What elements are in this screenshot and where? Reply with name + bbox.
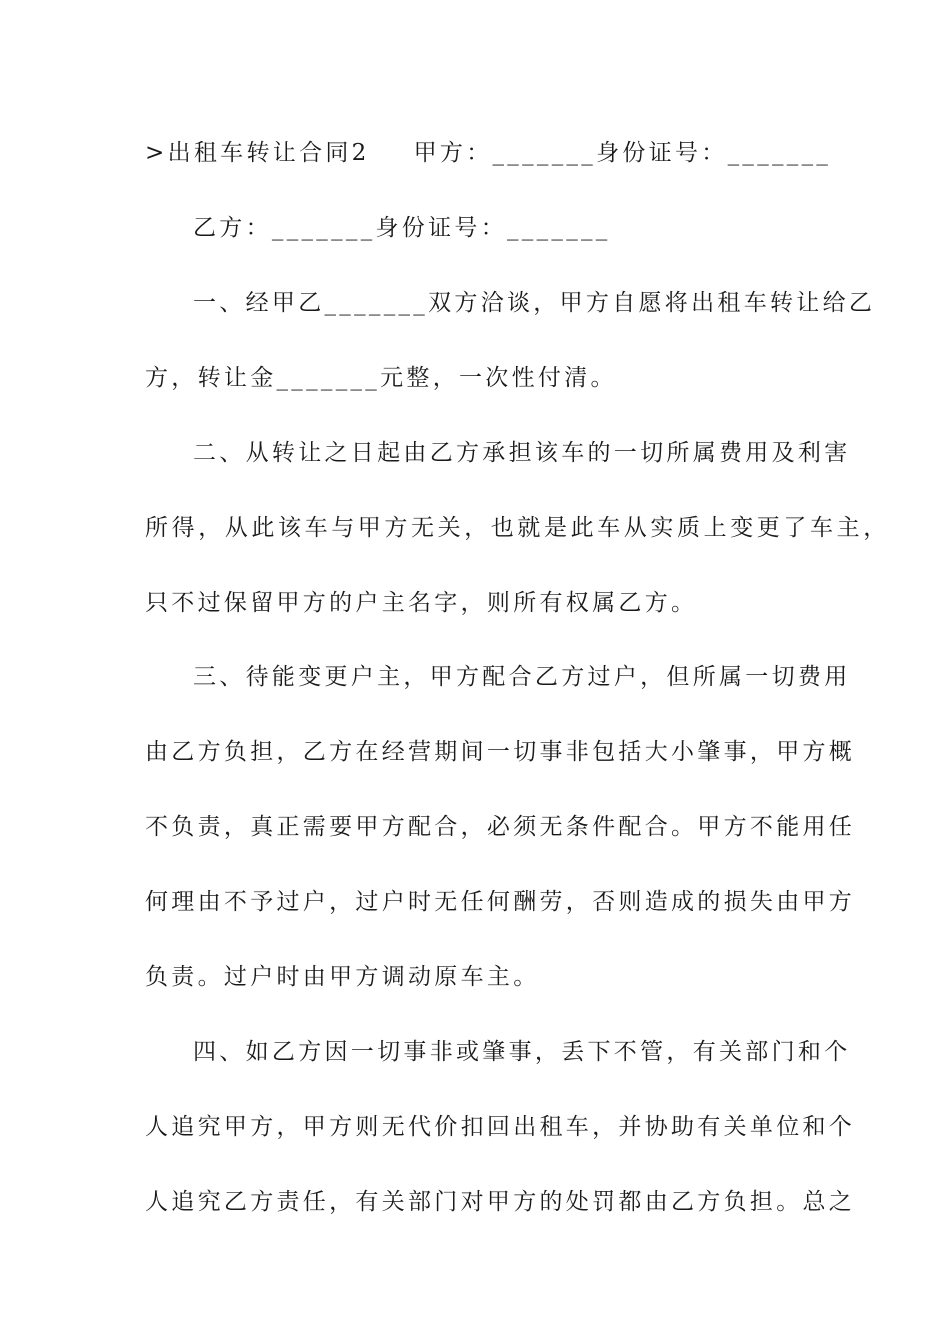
party-a-line: 甲方：_______身份证号：_______ bbox=[413, 140, 832, 166]
clause-2-line-1: 二、从转让之日起由乙方承担该车的一切所属费用及利害 bbox=[193, 440, 851, 466]
clause-2-line-2: 所得，从此该车与甲方无关，也就是此车从实质上变更了车主， bbox=[145, 515, 890, 541]
clause-4-line-3: 人追究乙方责任，有关部门对甲方的处罚都由乙方负担。总之 bbox=[145, 1189, 856, 1215]
clause-3-line-4: 何理由不予过户，过户时无任何酬劳，否则造成的损失由甲方 bbox=[145, 889, 856, 915]
header-line bbox=[145, 138, 832, 168]
party-b-line: 乙方：_______身份证号：_______ bbox=[193, 215, 611, 241]
clause-4-line-1: 四、如乙方因一切事非或肇事，丢下不管，有关部门和个 bbox=[193, 1039, 851, 1065]
clause-1-line-1: 一、经甲乙_______双方洽谈，甲方自愿将出租车转让给乙 bbox=[193, 290, 876, 316]
clause-1-line-2: 方，转让金_______元整，一次性付清。 bbox=[145, 365, 617, 391]
clause-3-line-1: 三、待能变更户主，甲方配合乙方过户，但所属一切费用 bbox=[193, 664, 851, 690]
clause-3-line-5: 负责。过户时由甲方调动原车主。 bbox=[145, 964, 540, 990]
clause-3-line-2: 由乙方负担，乙方在经营期间一切事非包括大小肇事，甲方概 bbox=[145, 739, 856, 765]
document-title: >出租车转让合同2 bbox=[145, 140, 370, 166]
clause-4-line-2: 人追究甲方，甲方则无代价扣回出租车，并协助有关单位和个 bbox=[145, 1114, 856, 1140]
clause-2-line-3: 只不过保留甲方的户主名字，则所有权属乙方。 bbox=[145, 590, 698, 616]
clause-3-line-3: 不负责，真正需要甲方配合，必须无条件配合。甲方不能用任 bbox=[145, 814, 856, 840]
